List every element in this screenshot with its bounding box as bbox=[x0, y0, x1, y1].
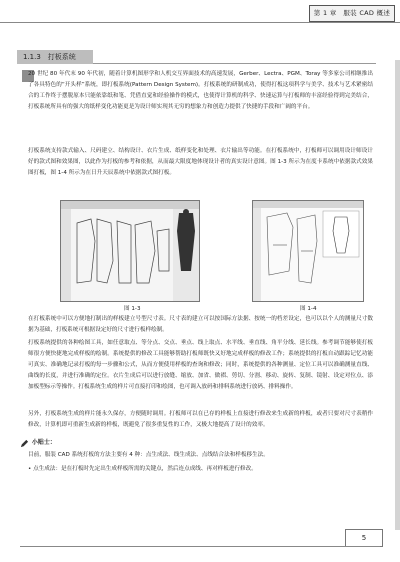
paragraph-storage: 另外，打板系统生成的样片能永久保存，方便随时调用。打板师可以在已存的样板上直接进行修改来生成新的样板，或者只要对尺寸表稍作修改，计算机即可重新生成新的样板，既避免了很多重复性的工作，又极大地提高了设计的效率。 bbox=[28, 411, 373, 428]
header-rule bbox=[0, 22, 400, 23]
figure-1-3 bbox=[60, 200, 200, 302]
figure-1-3-caption: 图 1-3 bbox=[124, 306, 141, 312]
pattern-design-screenshot bbox=[61, 201, 199, 301]
section-title: 1.1.3 打板系统 bbox=[17, 50, 93, 64]
bullet-dot-icon: • bbox=[28, 466, 34, 472]
paragraph-size-table: 在打板系统中可以方便地打制出的样板建立号型尺寸表。尺寸表的建立可以按国际方法据、按统一的档差设定，也可以以个人的测量尺寸数据为基础，打板系统可根据设定好的尺寸进行板样绘制。 bbox=[28, 316, 373, 333]
chapter-header: 第 1 章 服装 CAD 概述 bbox=[309, 5, 395, 22]
paragraph-methods: 目前，服装 CAD 系统打板的方法主要有 4 种：点生成法、线生成法、点线结合法和样板移生法。 bbox=[28, 452, 269, 458]
paragraph-functions: 打板系统支持款式输入、尺码建立、结构设计、衣片生成、纸样变化和处理、衣片输出等功能。在打板系统中，打板师可以调用设计师设计好的款式图和效果图，以此作为打板的参考和依据，从而最大限度地体现设计者的真实设计意图。图 1-3 所示为在度卡系统中依据款式效果图打板，图 1-4 所示为在日升天辰系统中依据款式图打板。 bbox=[28, 148, 373, 176]
footer-rule bbox=[20, 546, 380, 547]
section-rule bbox=[93, 63, 376, 64]
bullet-point-method bbox=[28, 464, 373, 475]
pencil-icon bbox=[20, 439, 29, 448]
bullet-text: 点生成法：是在打板时先定出生成样板所需的关键点，然后连点成线、再对样板进行修改。 bbox=[33, 466, 257, 472]
paragraph-intro: 20 世纪 80 年代末 90 年代初，随着计算机图形学和人机交互界面技术的高速发展，Gerber、Lectra、PGM、Toray 等多家公司相继推出了各具特色的“开头样”系统，即打板系统(Pattern Design System)。打板系统的研制成功，使得打板这项科学与美学、技术与艺术紧密结合的工作终于摆脱原本只能依靠纸和笔、凭借直觉和经验操作的模式，也使得计算机的科学、快速运算与打板师的丰富经验得到完美结合，打板系统所具有的强大的纸样变化功能更是为设计师实现其无穷的想象力和创造力提供了快捷的手段和广阔的平台。 bbox=[28, 71, 373, 110]
paragraph-tools: 打板系统提供的各种绘图工具，如任意取点、等分点、交点、垂点、线上取点、水平线、垂直线、角平分线、延长线。参考调节能够使打板师很方便快捷地完成样板的绘制。系统提供的修改工具能够帮助打板师既快又好地完成样板的修改工作；系统提供的打板自动跟踪记忆功能可真实、准确地记录打板的每一步骤和公式，从而方便使用样板的查询和修改；同时，系统提供的各种测量、定位工具可以准确测量直线、曲线的长度，并进行准确的定位。衣片生成后可以进行放缝、缩放、加省、做褶、剪切、分割、移动、旋转、复制、镜射、设定对位点、添加板型标示等操作。打板系统生成的样片可直接打印和绘图，也可调入放码和排料系统进行放码、排料操作。 bbox=[28, 340, 373, 390]
side-bar bbox=[395, 60, 400, 530]
tip-heading bbox=[20, 438, 56, 448]
tip-label: 小贴士： bbox=[31, 439, 56, 446]
figure-1-4 bbox=[252, 200, 364, 302]
figure-1-4-caption: 图 1-4 bbox=[300, 306, 317, 312]
page-number: 5 bbox=[345, 529, 383, 547]
pattern-drafting-screenshot bbox=[253, 201, 363, 301]
